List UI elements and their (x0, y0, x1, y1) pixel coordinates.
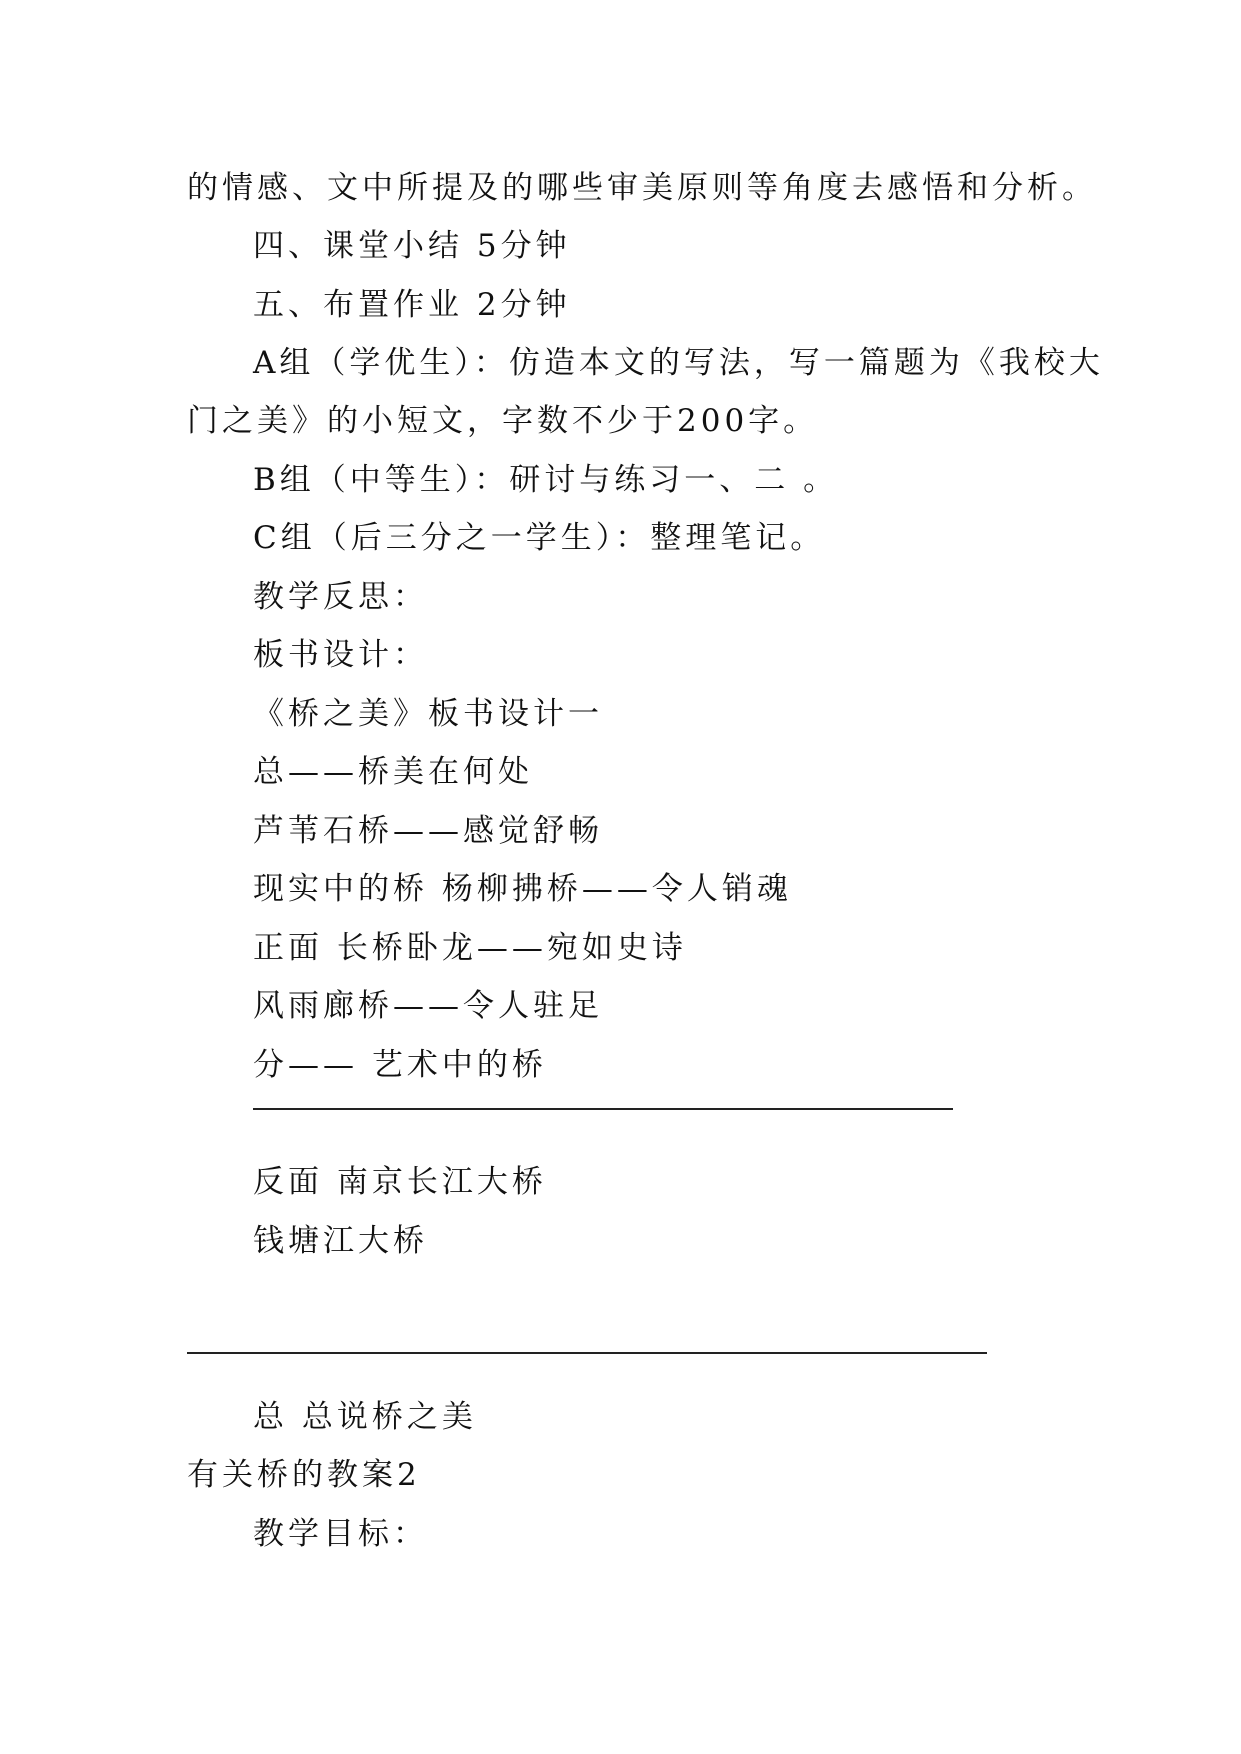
divider-line (187, 1352, 987, 1354)
section-heading: 教学目标： (253, 1516, 428, 1552)
paragraph-line: C组（后三分之一学生）：整理笔记。 (253, 520, 826, 556)
board-line: 分—— 艺术中的桥 (253, 1047, 547, 1083)
divider-line (253, 1108, 953, 1110)
paragraph-line: 的情感、文中所提及的哪些审美原则等角度去感悟和分析。 (187, 170, 1097, 206)
board-line: 现实中的桥 杨柳拂桥——令人销魂 (253, 871, 792, 907)
paragraph-line: A组（学优生）：仿造本文的写法，写一篇题为《我校大 (253, 345, 1104, 381)
document-title: 有关桥的教案2 (187, 1457, 421, 1493)
board-line: 正面 长桥卧龙——宛如史诗 (253, 930, 687, 966)
paragraph-line: 板书设计： (253, 637, 428, 673)
board-line: 总 总说桥之美 (253, 1399, 477, 1435)
board-line: 钱塘江大桥 (253, 1223, 428, 1259)
paragraph-line: 教学反思： (253, 579, 428, 615)
paragraph-line: 《桥之美》板书设计一 (253, 696, 603, 732)
section-heading: 五、布置作业 2分钟 (253, 287, 571, 323)
section-heading: 四、课堂小结 5分钟 (253, 228, 571, 264)
paragraph-line: 门之美》的小短文，字数不少于200字。 (187, 403, 819, 439)
board-line: 总——桥美在何处 (253, 754, 533, 790)
board-line: 芦苇石桥——感觉舒畅 (253, 813, 603, 849)
board-line: 反面 南京长江大桥 (253, 1164, 547, 1200)
board-line: 风雨廊桥——令人驻足 (253, 988, 603, 1024)
paragraph-line: B组（中等生）：研讨与练习一、二 。 (253, 462, 839, 498)
